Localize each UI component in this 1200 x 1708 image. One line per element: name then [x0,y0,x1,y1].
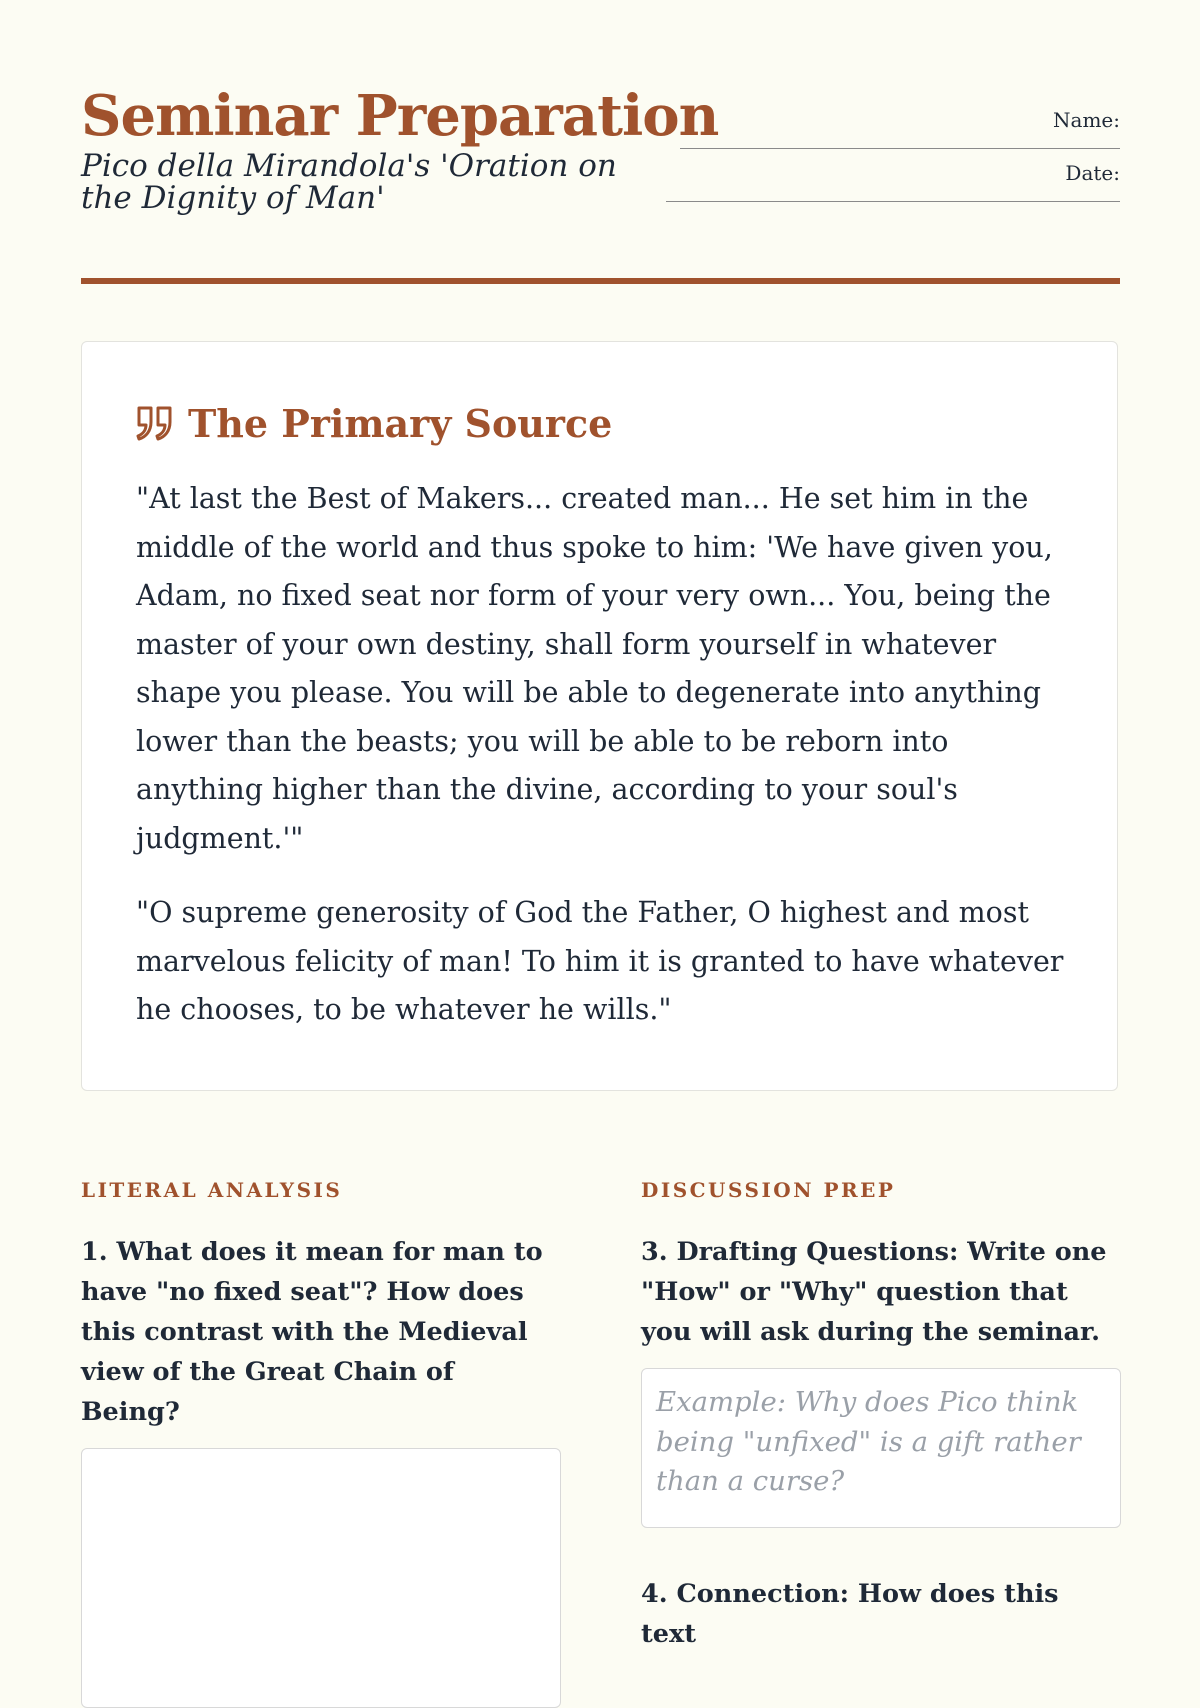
question-3: 3. Drafting Questions: Write one "How" or "Why" question that you will ask during the seminar. [641,1237,1107,1347]
date-label: Date: [1065,161,1120,185]
student-info [666,106,1120,212]
literal-analysis-label: LITERAL ANALYSIS [81,1178,343,1202]
discussion-prep-label: DISCUSSION PREP [641,1178,896,1202]
date-line [666,187,1120,202]
quote-icon [136,404,174,444]
primary-source-card [81,341,1118,1091]
primary-source-text [136,475,1066,1061]
source-paragraph: "O supreme generosity of God the Father, O highest and most marvelous felicity of man! To him it is granted to have whatever he chooses, to be whatever he wills." [136,896,1064,1026]
question-3-example: Example: Why does Pico think being "unfixed" is a gift rather than a curse? [656,1386,1081,1497]
question-3-answer-box[interactable] [641,1368,1121,1528]
worksheet-header [81,82,1120,286]
question-1: 1. What does it mean for man to have "no fixed seat"? How does this contrast with the Medieval view of the Great Chain of Being? [81,1237,543,1427]
question-1-answer-box[interactable] [81,1448,561,1708]
source-paragraph: "At last the Best of Makers... created man... He set him in the middle of the world and thus spoke to him: 'We have given you, Adam, no fixed seat nor form of your very own... You, being the master of your own destiny, shall form yourself in whatever shape you please. You will be able to degenerate into anything lower than the beasts; you will be able to be reborn into anything higher than the divine, according to your soul's judgment.'" [136,482,1053,855]
name-line [680,134,1120,149]
discussion-prep-section [641,1176,1121,1670]
header-divider [81,278,1120,284]
page-subtitle: Pico della Mirandola's 'Oration on the Dignity of Man' [81,148,617,216]
primary-source-heading [136,400,612,448]
question-4: 4. Connection: How does this text [641,1579,1059,1649]
primary-source-title: The Primary Source [188,401,613,446]
literal-analysis-section [81,1176,561,1708]
name-label: Name: [1053,108,1120,132]
page-title: Seminar Preparation [81,83,719,149]
worksheet-page [81,0,1120,1649]
